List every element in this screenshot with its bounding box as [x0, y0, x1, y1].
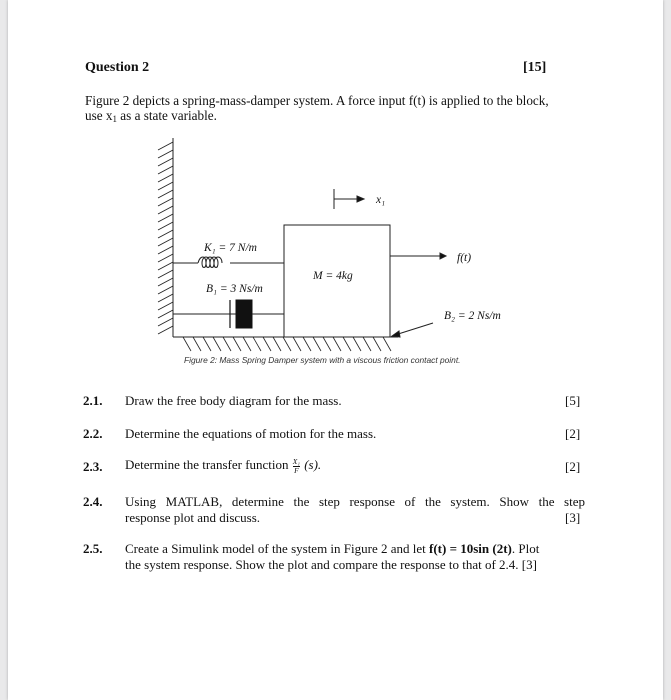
item-marks: [5] — [565, 393, 581, 408]
displacement-arrow-head — [357, 196, 364, 202]
item-text-line-1-post: . Plot — [511, 541, 540, 556]
figure-caption: Figure 2: Mass Spring Damper system with a viscous friction contact point. — [184, 355, 461, 365]
question-marks: [15] — [523, 60, 547, 75]
intro-line-2-text: use x — [85, 108, 113, 123]
item-text — [125, 494, 585, 525]
item-number: 2.1. — [83, 393, 103, 408]
document-page — [8, 0, 663, 700]
wall-hatching — [158, 142, 173, 334]
item-marks: [3] — [565, 509, 581, 525]
fraction-denominator: F — [294, 465, 299, 475]
item-number: 2.3. — [83, 459, 103, 474]
item-text: Draw the free body diagram for the mass. — [125, 393, 342, 408]
force-label: f(t) — [457, 252, 472, 264]
intro-line-1: Figure 2 depicts a spring-mass-damper system. A force input f(t) is applied to the block, — [85, 93, 549, 108]
b2-pointer-head — [392, 331, 400, 337]
item-text-line-2-text: the system response. Show the plot and compare the response to that of 2.4. — [125, 556, 519, 572]
b2-pointer-line — [395, 323, 433, 335]
item-marks: [3] — [521, 556, 537, 572]
item-number: 2.2. — [83, 426, 103, 441]
question-intro — [85, 93, 595, 127]
item-text-pre: Determine the transfer function — [125, 457, 289, 472]
force-arrow-head — [440, 253, 446, 259]
item-text-line-2 — [125, 557, 585, 573]
k1-label: K₁ = 7 N/m — [204, 242, 257, 254]
fraction-numerator: X₁ — [292, 456, 300, 466]
item-marks: [2] — [565, 426, 581, 441]
item-marks: [2] — [565, 459, 581, 474]
item-text — [125, 457, 585, 475]
item-number: 2.4. — [83, 494, 103, 509]
item-text: Determine the equations of motion for the mass. — [125, 426, 377, 441]
displacement-label: x₁ — [376, 194, 386, 206]
intro-line-2-tail: as a state variable. — [116, 108, 217, 123]
floor-hatching — [183, 337, 391, 351]
item-text-post: (s). — [304, 457, 322, 472]
intro-subscript: 1 — [112, 114, 117, 124]
item-text-line-1 — [125, 541, 585, 557]
forcing-equation: f(t) = 10sin (2t) — [429, 541, 512, 556]
spring-mass-damper-figure — [8, 130, 663, 360]
item-number: 2.5. — [83, 541, 103, 556]
spring-k1 — [173, 257, 284, 268]
intro-line-2 — [85, 108, 595, 127]
mass-label: M = 4kg — [313, 270, 353, 282]
transfer-function-fraction — [293, 458, 300, 475]
question-title: Question 2 — [85, 60, 150, 75]
b2-label: B₂ = 2 Ns/m — [444, 310, 501, 322]
item-text-line-1-pre: Create a Simulink model of the system in Figure 2 and let — [125, 541, 430, 556]
b1-label: B₁ = 3 Ns/m — [206, 283, 263, 295]
damper-b1 — [173, 300, 284, 328]
item-text — [125, 541, 585, 572]
item-text-line-2: response plot and discuss. — [125, 509, 261, 525]
item-text-line-1: Using MATLAB, determine the step response of the system. Show the step — [125, 494, 585, 509]
